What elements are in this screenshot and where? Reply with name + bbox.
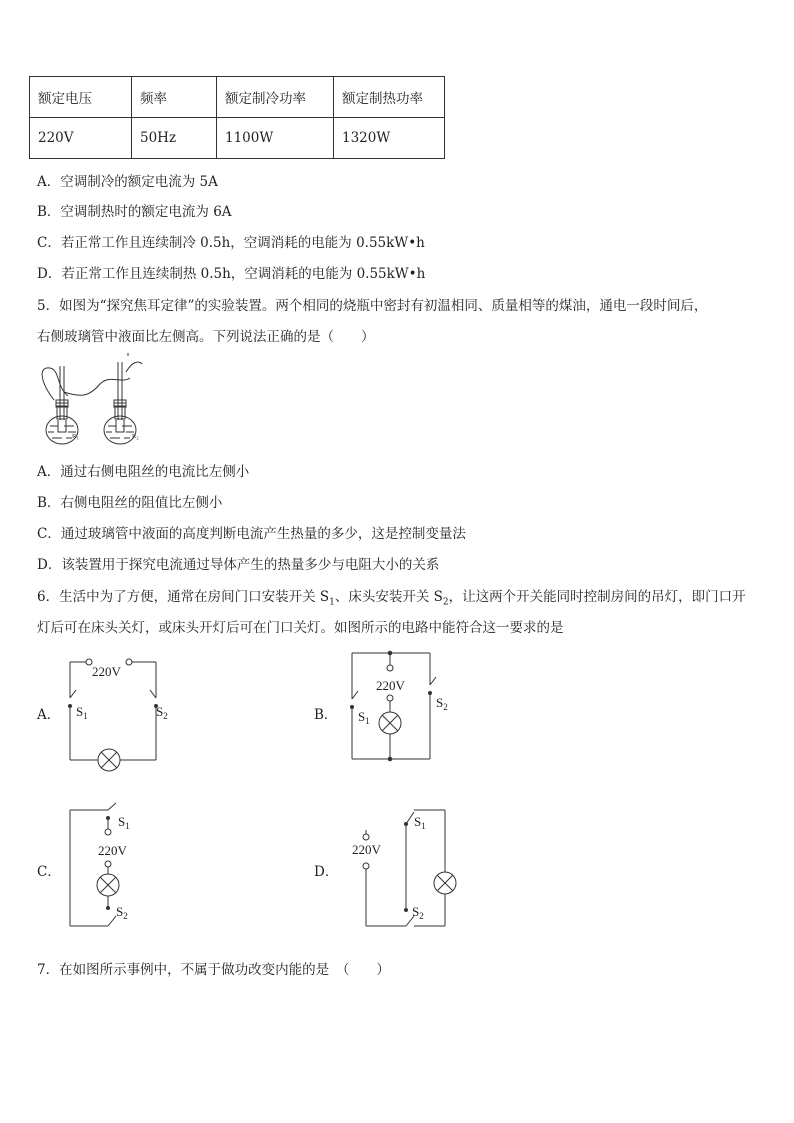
svg-text:S1: $S_1$ [358,709,370,726]
circuit-b-voltage: 220V [376,678,405,693]
table-cell: 1320W [334,118,445,159]
q4-option-c: C．若正常工作且连续制冷 0.5h，空调消耗的电能为 0.55kW•h [37,235,425,251]
svg-text:S1: $S_1$ [414,814,426,831]
q5-stem-line2: 右侧玻璃管中液面比左侧高。下列说法正确的是（ ） [37,329,375,345]
q5-stem-line1: 5．如图为“探究焦耳定律”的实验装置。两个相同的烧瓶中密封有初温相同、质量相等的煤油，通电一段时间后， [37,298,708,314]
circuit-d-label: D． [314,864,339,880]
table-header-cell: 额定制热功率 [334,77,445,118]
joule-apparatus-figure [34,350,164,450]
circuit-a-s2-label: S [156,704,164,719]
circuit-d-diagram [350,800,470,935]
svg-text:S1: $S_1$ [76,704,88,721]
circuit-c-s1-label: S [118,814,126,829]
table-header-cell: 频率 [132,77,217,118]
table-header-cell: 额定制冷功率 [217,77,334,118]
svg-text:R2 [132,433,139,441]
circuit-c-s2-label: S [116,904,124,919]
circuit-d-s1-label: S [414,814,422,829]
spec-table [29,76,445,159]
r1-label: R [72,433,77,440]
circuit-a-label: A． [37,707,61,723]
table-cell: 220V [30,118,132,159]
circuit-b-label: B． [314,707,338,723]
q4-option-b: B．空调制热时的额定电流为 6A [37,204,232,220]
q5-option-b: B．右侧电阻丝的阻值比左侧小 [37,495,223,511]
r2-subscript: 2 [136,435,139,441]
table-cell: 50Hz [132,118,217,159]
q6-stem-line2: 灯后可在床头关灯，或床头开灯后可在门口关灯。如图所示的电路中能符合这一要求的是 [37,620,564,636]
q5-option-c: C．通过玻璃管中液面的高度判断电流产生热量的多少，这是控制变量法 [37,526,466,542]
circuit-a-s1-label: S [76,704,84,719]
circuit-d-voltage: 220V [352,842,381,857]
q5-option-a: A．通过右侧电阻丝的电流比左侧小 [37,464,250,480]
circuit-c-voltage: 220V [98,843,127,858]
table-cell: 1100W [217,118,334,159]
svg-text:S2: $S_2$ [412,904,424,921]
circuit-a-voltage: 220V [92,664,121,679]
circuit-c-label: C． [37,864,61,880]
circuit-b-diagram [340,645,470,775]
svg-text:S2: $S_2$ [156,704,168,721]
circuit-b-s1-label: S [358,709,366,724]
table-header-cell: 额定电压 [30,77,132,118]
svg-text:S2: $S_2$ [116,904,128,921]
circuit-c-diagram [60,800,170,935]
table-row [30,118,445,159]
table-row [30,77,445,118]
svg-text:S1: $S_1$ [118,814,130,831]
r1-subscript: 1 [76,435,79,441]
circuit-b-s2-label: S [436,695,444,710]
q5-option-d: D．该装置用于探究电流通过导体产生的热量多少与电阻大小的关系 [37,557,440,573]
q6-stem-line1: 6．生活中为了方便，通常在房间门口安装开关 $S_1$、床头安装开关 $S_2$，让这两个开关能同时控制房间的吊灯，即门口开 [37,589,746,608]
q7-stem: 7．在如图所示事例中，不属于做功改变内能的是 （ ） [37,962,390,978]
r2-label: R [132,433,137,440]
svg-text:S2: $S_2$ [436,695,448,712]
circuit-a-diagram [60,650,180,780]
circuit-d-s2-label: S [412,904,420,919]
q4-option-a: A．空调制冷的额定电流为 5A [37,174,218,190]
q4-option-d: D．若正常工作且连续制热 0.5h，空调消耗的电能为 0.55kW•h [37,266,426,282]
